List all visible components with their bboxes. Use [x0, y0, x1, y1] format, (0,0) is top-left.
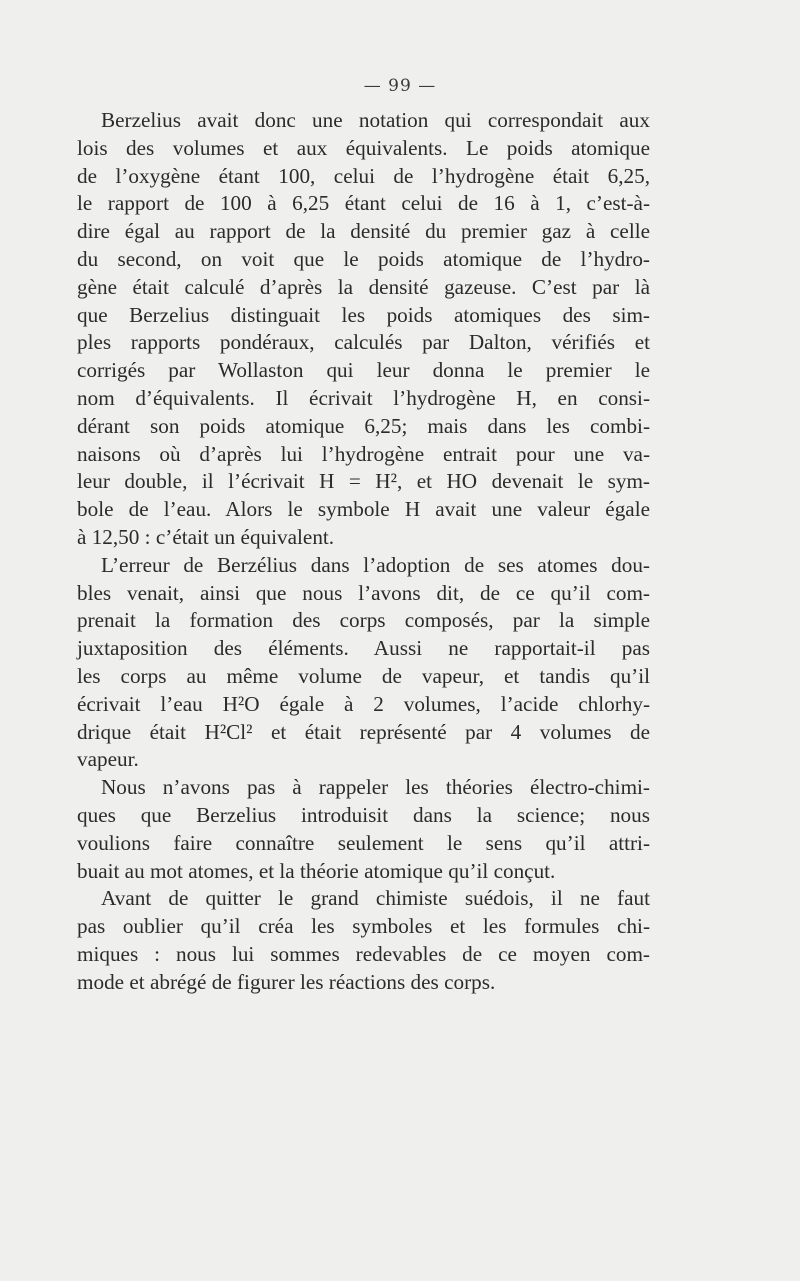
text-line: vapeur. — [77, 747, 139, 772]
text-line: miques : nous lui sommes redevables de ce moyen com- — [77, 941, 650, 966]
page-number: — 99 — — [363, 76, 437, 96]
text-line: gène était calculé d’après la densité gazeuse. C’est par là — [77, 274, 650, 299]
text-line: le rapport de 100 à 6,25 étant celui de 16 à 1, c’est-à- — [77, 191, 650, 216]
text-line: nom d’équivalents. Il écrivait l’hydrogène H, en consi- — [77, 385, 650, 410]
text-line: leur double, il l’écrivait H = H², et HO devenait le sym- — [77, 469, 650, 494]
text-line: bles venait, ainsi que nous l’avons dit, de ce qu’il com- — [77, 580, 650, 605]
text-line: dire égal au rapport de la densité du premier gaz à celle — [77, 219, 650, 244]
text-line: naisons où d’après lui l’hydrogène entrait pour une va- — [77, 441, 650, 466]
text-line: L’erreur de Berzélius dans l’adoption de ses atomes dou- — [101, 552, 650, 577]
paragraph — [77, 774, 650, 885]
text-line: écrivait l’eau H²O égale à 2 volumes, l’acide chlorhy- — [77, 691, 650, 716]
text-line: bole de l’eau. Alors le symbole H avait une valeur égale — [77, 497, 650, 522]
text-line: buait au mot atomes, et la théorie atomique qu’il conçut. — [77, 858, 556, 883]
text-line: voulions faire connaître seulement le sens qu’il attri- — [77, 830, 650, 855]
text-line: dérant son poids atomique 6,25; mais dans les combi- — [77, 413, 650, 438]
text-line: que Berzelius distinguait les poids atomiques des sim- — [77, 302, 650, 327]
text-line: Nous n’avons pas à rappeler les théories électro-chimi- — [101, 775, 650, 800]
paragraph — [77, 885, 650, 996]
text-line: ques que Berzelius introduisit dans la science; nous — [77, 802, 650, 827]
text-line: pas oublier qu’il créa les symboles et les formules chi- — [77, 914, 650, 939]
text-line: les corps au même volume de vapeur, et tandis qu’il — [77, 663, 650, 688]
text-line: prenait la formation des corps composés, par la simple — [77, 608, 650, 633]
text-line: drique était H²Cl² et était représenté par 4 volumes de — [77, 719, 650, 744]
text-line: de l’oxygène étant 100, celui de l’hydrogène était 6,25, — [77, 163, 650, 188]
text-line: Avant de quitter le grand chimiste suédois, il ne faut — [101, 886, 650, 911]
text-line: mode et abrégé de figurer les réactions des corps. — [77, 969, 496, 994]
body-text — [77, 107, 650, 997]
text-line: Berzelius avait donc une notation qui correspondait aux — [101, 108, 650, 132]
text-line: à 12,50 : c’était un équivalent. — [77, 524, 335, 549]
text-line: du second, on voit que le poids atomique de l’hydro- — [77, 246, 650, 271]
text-line: lois des volumes et aux équivalents. Le poids atomique — [77, 135, 650, 160]
text-line: ples rapports pondéraux, calculés par Dalton, vérifiés et — [77, 330, 650, 355]
text-line: juxtaposition des éléments. Aussi ne rapportait-il pas — [77, 636, 650, 661]
paragraph — [77, 552, 650, 774]
paragraph — [77, 107, 650, 552]
text-line: corrigés par Wollaston qui leur donna le premier le — [77, 358, 650, 383]
